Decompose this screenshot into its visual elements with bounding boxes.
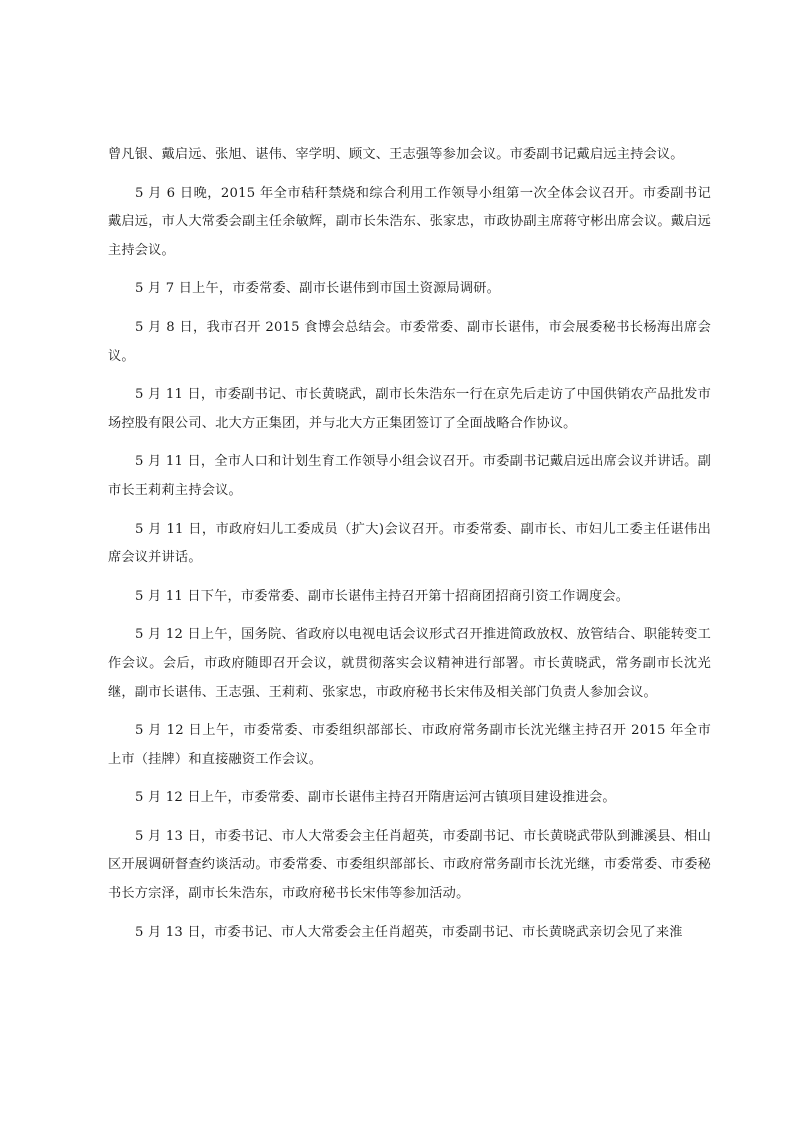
paragraph: 5 月 7 日上午，市委常委、副市长谌伟到市国土资源局调研。 (135, 281, 501, 297)
paragraph: 曾凡银、戴启远、张旭、谌伟、宰学明、顾文、王志强等参加会议。市委副书记戴启远主持会议。 (108, 147, 684, 162)
paragraph: 5 月 8 日，我市召开 2015 食博会总结会。市委常委、副市长谌伟，市会展委秘书长杨海出席会议。 (108, 319, 711, 364)
paragraph: 5 月 13 日，市委书记、市人大常委会主任肖超英，市委副书记、市长黄晓武带队到濉溪县、相山区开展调研督查约谈活动。市委常委、市委组织部部长、市政府常务副市长沈光继，市委常委、市委秘书长方宗泽，副市长朱浩东，市政府秘书长宋伟等参加活动。 (108, 828, 711, 902)
paragraph: 5 月 11 日，全市人口和计划生育工作领导小组会议召开。市委副书记戴启远出席会议并讲话。副市长王莉莉主持会议。 (108, 454, 711, 498)
paragraph: 5 月 13 日，市委书记、市人大常委会主任肖超英，市委副书记、市长黄晓武亲切会见了来淮 (135, 924, 683, 940)
paragraph: 5 月 12 日上午，国务院、省政府以电视电话会议形式召开推进简政放权、放管结合、职能转变工作会议。会后，市政府随即召开会议，就贯彻落实会议精神进行部署。市长黄晓武，常务副市长沈光继，副市长谌伟、王志强、王莉莉、张家忠，市政府秘书长宋伟及相关部门负责人参加会议。 (108, 627, 711, 700)
paragraph: 5 月 11 日下午，市委常委、副市长谌伟主持召开第十招商团招商引资工作调度会。 (135, 588, 630, 604)
paragraph: 5 月 11 日，市政府妇儿工委成员（扩大)会议召开。市委常委、副市长、市妇儿工委主任谌伟出席会议并讲话。 (108, 521, 711, 566)
paragraph: 5 月 12 日上午，市委常委、副市长谌伟主持召开隋唐运河古镇项目建设推进会。 (135, 790, 616, 806)
paragraph: 5 月 6 日晚，2015 年全市秸秆禁烧和综合利用工作领导小组第一次全体会议召开。市委副书记戴启远，市人大常委会副主任余敏辉，副市长朱浩东、张家忠，市政协副主席蒋守彬出席会议。戴启远主持会议。 (108, 185, 711, 258)
document-body (108, 141, 711, 957)
paragraph: 5 月 11 日，市委副书记、市长黄晓武，副市长朱浩东一行在京先后走访了中国供销农产品批发市场控股有限公司、北大方正集团，并与北大方正集团签订了全面战略合作协议。 (108, 387, 711, 431)
paragraph: 5 月 12 日上午，市委常委、市委组织部部长、市政府常务副市长沈光继主持召开 2015 年全市上市（挂牌）和直接融资工作会议。 (108, 723, 711, 767)
